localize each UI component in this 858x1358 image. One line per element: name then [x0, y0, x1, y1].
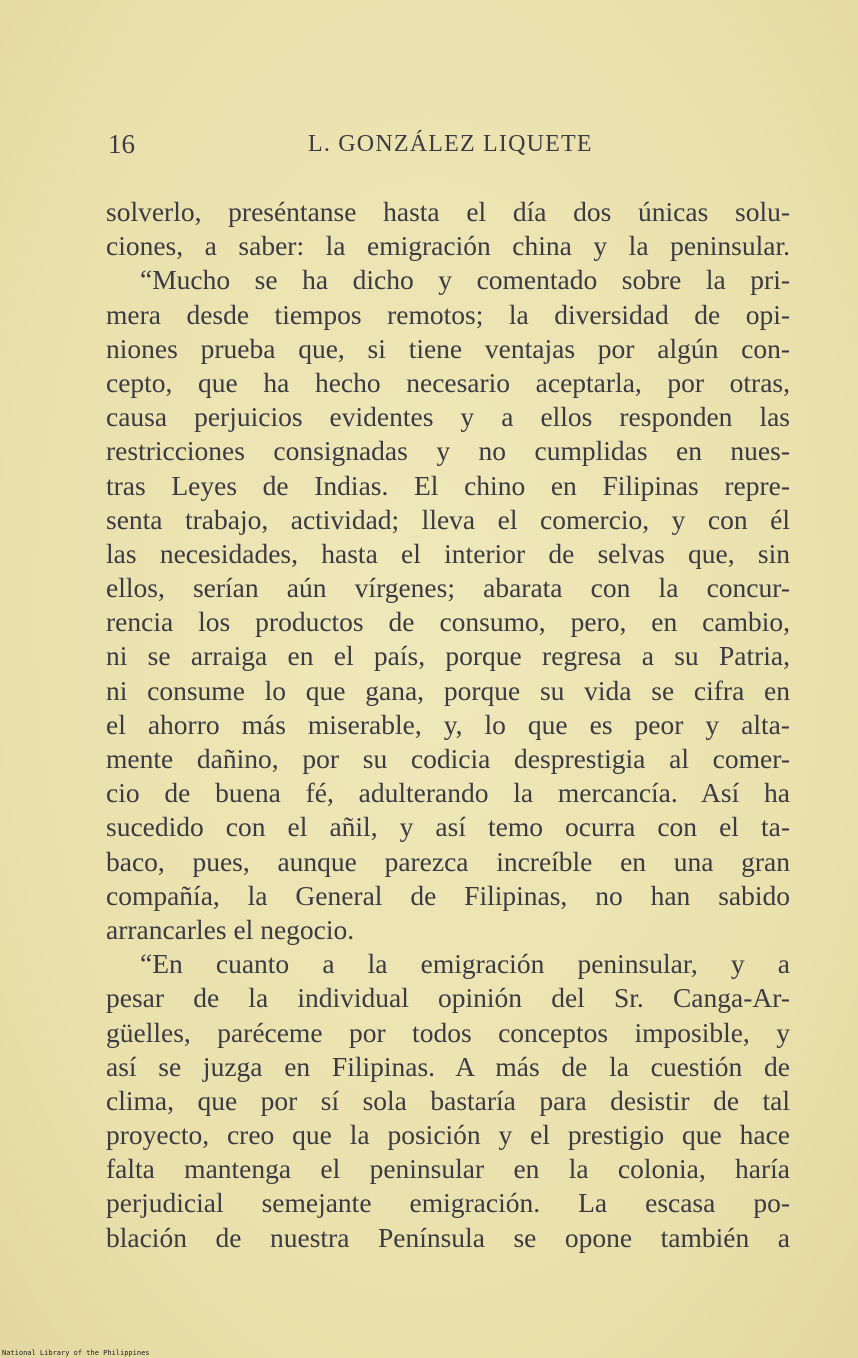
paragraph-start-line: “En cuanto a la emigración peninsular, y a	[140, 948, 790, 980]
text-line: rencia los productos de consumo, pero, en cambio,	[106, 606, 790, 638]
text-line: niones prueba que, si tiene ventajas por algún con-	[106, 332, 790, 364]
text-line: mera desde tiempos remotos; la diversidad de opi-	[106, 298, 790, 330]
text-line: restricciones consignadas y no cumplidas en nues-	[106, 435, 790, 467]
text-line: solverlo, preséntanse hasta el día dos únicas solu-	[106, 196, 790, 227]
text-line: compañía, la General de Filipinas, no han sabido	[106, 879, 790, 911]
paragraph-end-line: arrancarles el negocio.	[106, 913, 355, 945]
text-line: ni consume lo que gana, porque su vida se cifra en	[106, 674, 790, 706]
paragraph-start-line: “Mucho se ha dicho y comentado sobre la pri-	[140, 264, 790, 296]
text-line: las necesidades, hasta el interior de selvas que, sin	[106, 537, 790, 569]
text-line: clima, que por sí sola bastaría para desistir de tal	[106, 1084, 790, 1116]
text-line: blación de nuestra Península se opone también a	[106, 1221, 790, 1253]
text-line: güelles, paréceme por todos conceptos imposible, y	[106, 1016, 790, 1048]
text-line: ni se arraiga en el país, porque regresa a su Patria,	[106, 640, 790, 672]
text-line: pesar de la individual opinión del Sr. Canga-Ar-	[106, 982, 790, 1014]
text-line: senta trabajo, actividad; lleva el comercio, y con él	[106, 503, 790, 535]
library-credit: National Library of the Philippines	[2, 1349, 150, 1357]
page-number: 16	[108, 129, 135, 159]
running-head: L. GONZÁLEZ LIQUETE	[308, 131, 593, 157]
body-text	[106, 195, 790, 1255]
text-line: falta mantenga el peninsular en la colonia, haría	[106, 1153, 790, 1185]
text-line: perjudicial semejante emigración. La escasa po-	[106, 1187, 790, 1219]
text-line: baco, pues, aunque parezca increíble en una gran	[106, 845, 790, 877]
page-header	[108, 128, 790, 160]
text-line: causa perjuicios evidentes y a ellos responden las	[106, 401, 790, 433]
text-line: cio de buena fé, adulterando la mercancía. Así ha	[106, 777, 790, 809]
text-line: ellos, serían aún vírgenes; abarata con la concur-	[106, 572, 790, 604]
text-line: así se juzga en Filipinas. A más de la cuestión de	[106, 1050, 790, 1082]
text-line: cepto, que ha hecho necesario aceptarla, por otras,	[106, 366, 790, 398]
text-line: mente dañino, por su codicia desprestigia al comer-	[106, 743, 790, 774]
text-line: proyecto, creo que la posición y el prestigio que hace	[106, 1119, 790, 1151]
text-line: tras Leyes de Indias. El chino en Filipinas repre-	[106, 469, 790, 501]
text-line: ciones, a saber: la emigración china y la peninsular.	[106, 230, 790, 262]
text-line: el ahorro más miserable, y, lo que es peor y alta-	[106, 708, 790, 740]
text-line: sucedido con el añil, y así temo ocurra con el ta-	[106, 811, 790, 843]
